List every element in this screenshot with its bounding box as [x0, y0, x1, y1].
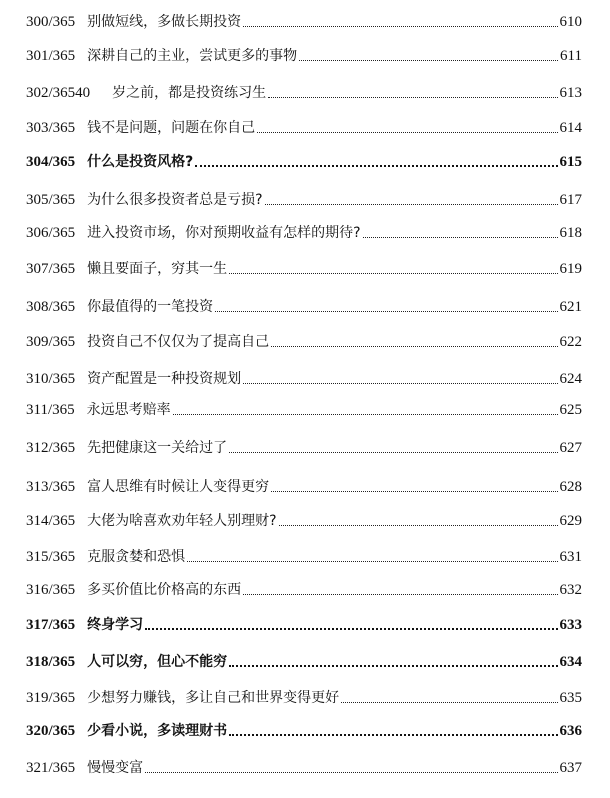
toc-entry-number: 310/365 — [26, 371, 76, 387]
dot-leader — [215, 311, 557, 312]
toc-entry-page-number: 621 — [559, 299, 582, 315]
toc-entry[interactable] — [26, 650, 582, 672]
toc-entry-title: 人可以穷，但心不能穷 — [87, 654, 228, 670]
dot-leader — [271, 346, 557, 347]
toc-entry-number: 300/365 — [26, 14, 76, 30]
toc-entry-page-number: 627 — [559, 440, 582, 456]
toc-entry[interactable] — [26, 116, 582, 138]
toc-entry-title: 投资自己不仅仅为了提高自己 — [87, 334, 270, 350]
toc-entry-page-number: 610 — [559, 14, 582, 30]
toc-entry-title: 克服贪婪和恐惧 — [87, 549, 186, 565]
toc-entry[interactable] — [26, 295, 582, 317]
toc-entry[interactable] — [26, 475, 582, 497]
dot-leader — [271, 491, 557, 492]
toc-entry-title: 资产配置是一种投资规划 — [87, 371, 242, 387]
toc-entry-title: 你最值得的一笔投资 — [87, 299, 214, 315]
toc-entry-number: 311/365 — [26, 402, 75, 418]
toc-entry[interactable] — [26, 150, 582, 172]
toc-entry-page-number: 615 — [559, 154, 582, 170]
toc-entry-title: 先把健康这一关给过了 — [87, 440, 228, 456]
toc-entry-page-number: 635 — [559, 690, 582, 706]
toc-entry-title: 什么是投资风格? — [87, 154, 194, 170]
toc-entry-number: 318/365 — [26, 654, 76, 670]
toc-entry-title: 慢慢变富 — [87, 760, 144, 776]
toc-entry-title: 进入投资市场，你对预期收益有怎样的期待? — [87, 225, 361, 241]
dot-leader — [363, 237, 558, 238]
dot-leader — [229, 273, 557, 274]
toc-entry-number: 308/365 — [26, 299, 76, 315]
toc-entry-page-number: 618 — [559, 225, 582, 241]
toc-entry-title: 为什么很多投资者总是亏损? — [87, 192, 263, 208]
dot-leader — [229, 734, 557, 736]
toc-entry-page-number: 628 — [559, 479, 582, 495]
dot-leader — [195, 165, 557, 167]
toc-entry[interactable] — [26, 221, 582, 243]
dot-leader — [173, 414, 558, 415]
toc-entry-page-number: 617 — [559, 192, 582, 208]
toc-entry-page-number: 631 — [559, 549, 582, 565]
toc-entry-number: 312/365 — [26, 440, 76, 456]
toc-entry-page-number: 625 — [559, 402, 582, 418]
toc-entry-page-number: 614 — [559, 120, 582, 136]
toc-entry-page-number: 624 — [559, 371, 582, 387]
toc-entry-number: 309/365 — [26, 334, 76, 350]
toc-entry[interactable] — [26, 578, 582, 600]
toc-entry-title: 懒且要面子，穷其一生 — [87, 261, 228, 277]
toc-entry[interactable] — [26, 44, 582, 66]
toc-entry-title: 多买价值比价格高的东西 — [87, 582, 242, 598]
toc-entry-page-number: 633 — [559, 617, 582, 633]
toc-entry-page-number: 632 — [559, 582, 582, 598]
toc-entry-number: 315/365 — [26, 549, 76, 565]
toc-entry-title: 岁之前，都是投资练习生 — [112, 85, 267, 101]
toc-entry-number: 303/365 — [26, 120, 76, 136]
toc-entry[interactable] — [26, 188, 582, 210]
toc-entry[interactable] — [26, 330, 582, 352]
toc-entry[interactable] — [26, 686, 582, 708]
toc-entry-number: 316/365 — [26, 582, 76, 598]
toc-entry-title: 终身学习 — [87, 617, 144, 633]
toc-entry-page-number: 619 — [559, 261, 582, 277]
dot-leader — [299, 60, 558, 61]
toc-entry[interactable] — [26, 719, 582, 741]
toc-entry-number: 302/36540 — [26, 85, 91, 101]
toc-entry-page-number: 629 — [559, 513, 582, 529]
toc-entry-title: 深耕自己的主业，尝试更多的事物 — [87, 48, 298, 64]
toc-entry-page-number: 637 — [559, 760, 582, 776]
toc-entry-number: 314/365 — [26, 513, 76, 529]
toc-entry[interactable] — [26, 509, 582, 531]
toc-entry-page-number: 611 — [560, 48, 582, 64]
toc-entry-title: 富人思维有时候让人变得更穷 — [87, 479, 270, 495]
toc-entry-page-number: 634 — [559, 654, 582, 670]
toc-entry[interactable] — [26, 81, 582, 103]
toc-entry-number: 304/365 — [26, 154, 76, 170]
dot-leader — [229, 665, 557, 667]
toc-entry[interactable] — [26, 613, 582, 635]
dot-leader — [145, 628, 557, 630]
toc-entry-title: 别做短线，多做长期投资 — [87, 14, 242, 30]
dot-leader — [265, 204, 558, 205]
toc-entry[interactable] — [26, 367, 582, 389]
dot-leader — [279, 525, 558, 526]
toc-entry-number: 319/365 — [26, 690, 76, 706]
toc-entry-number: 320/365 — [26, 723, 76, 739]
toc-entry-number: 317/365 — [26, 617, 76, 633]
toc-entry-number: 307/365 — [26, 261, 76, 277]
toc-entry-title: 钱不是问题，问题在你自己 — [87, 120, 256, 136]
toc-entry[interactable] — [26, 436, 582, 458]
toc-entry-number: 305/365 — [26, 192, 76, 208]
dot-leader — [341, 702, 557, 703]
toc-entry-page-number: 613 — [559, 85, 582, 101]
toc-entry[interactable] — [26, 545, 582, 567]
toc-entry-number: 301/365 — [26, 48, 76, 64]
toc-entry[interactable] — [26, 756, 582, 778]
toc-entry[interactable] — [26, 10, 582, 32]
dot-leader — [187, 561, 557, 562]
toc-entry-number: 321/365 — [26, 760, 76, 776]
toc-entry[interactable] — [26, 398, 582, 420]
dot-leader — [243, 26, 557, 27]
dot-leader — [145, 772, 557, 773]
toc-entry-page-number: 636 — [559, 723, 582, 739]
dot-leader — [243, 594, 557, 595]
toc-entry-number: 306/365 — [26, 225, 76, 241]
toc-entry-title: 永远思考赔率 — [86, 402, 171, 418]
dot-leader — [257, 132, 557, 133]
toc-entry-page-number: 622 — [559, 334, 582, 350]
dot-leader — [229, 452, 557, 453]
toc-entry-title: 少想努力赚钱，多让自己和世界变得更好 — [87, 690, 340, 706]
dot-leader — [268, 97, 557, 98]
dot-leader — [243, 383, 557, 384]
toc-entry-title: 大佬为啥喜欢劝年轻人别理财? — [87, 513, 277, 529]
toc-entry-number: 313/365 — [26, 479, 76, 495]
toc-entry[interactable] — [26, 257, 582, 279]
toc-entry-title: 少看小说，多读理财书 — [87, 723, 228, 739]
